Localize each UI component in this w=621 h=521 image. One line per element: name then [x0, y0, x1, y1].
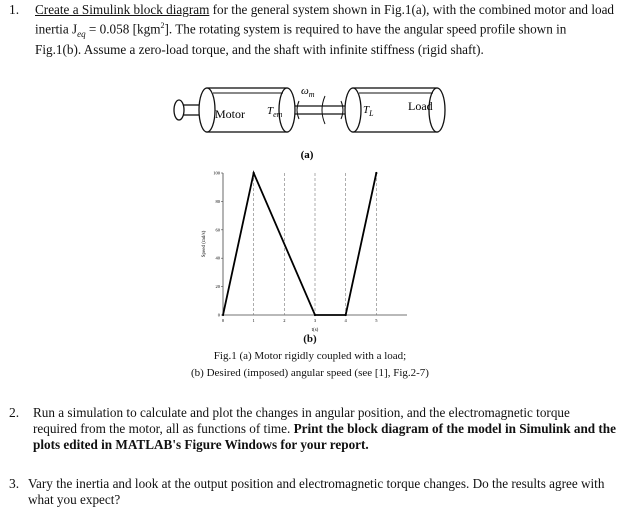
- chart-data-point: [375, 172, 377, 174]
- omega-label: $\omega_m$: [301, 85, 315, 99]
- question-2-bold: Print the block diagram of the model in Simulink and the plots edited in MATLAB's Figure Windows for your report.: [33, 421, 616, 452]
- tl-label: $T_L$: [363, 104, 374, 118]
- chart-x-tick-label: 2: [283, 318, 286, 323]
- figure-caption-line-1: Fig.1 (a) Motor rigidly coupled with a load;: [213, 350, 407, 362]
- chart-y-tick-label: 60: [215, 227, 220, 233]
- chart-data-point: [345, 314, 347, 316]
- figure-b-caption: (b): [303, 333, 317, 345]
- chart-x-tick-label: 3: [313, 318, 317, 323]
- tem-label: $T_{em}$: [267, 105, 283, 119]
- question-2-number: 2.: [9, 405, 20, 420]
- question-1-text: Create a Simulink block diagram for the general system shown in Fig.1(a), with the combined motor and load inertia $J_{eq} = 0.058$ [kgm$^2$]. The rotating system is required to have the angular speed profile shown in Fig.1(b). Assume a zero-load torque, and the shaft with infinite stiffness (rigid shaft).: [35, 2, 615, 58]
- chart-grid: [254, 173, 377, 315]
- question-1-title: Create a Simulink block diagram: [35, 2, 210, 17]
- motor-label: Motor: [215, 107, 245, 121]
- figure-b-speed-chart: [195, 165, 425, 335]
- question-1-number: 1.: [9, 2, 20, 17]
- chart-x-tick-label: 0: [221, 318, 225, 323]
- chart-y-tick-label: 20: [215, 284, 220, 290]
- omega-arrow: [322, 96, 325, 124]
- figure-a-caption: (a): [300, 149, 314, 161]
- left-shaft-end: [174, 100, 184, 120]
- chart-y-axis-label: Speed (rad/s): [202, 230, 207, 258]
- question-3-number: 3.: [9, 476, 20, 491]
- load-left-face: [345, 88, 361, 132]
- figure-a-motor-load: [165, 80, 455, 162]
- chart-data-point: [253, 172, 255, 174]
- chart-y-tick-label: 100: [213, 170, 220, 176]
- chart-y-tick-label: 40: [215, 255, 220, 261]
- chart-y-tick-label: 80: [215, 198, 220, 204]
- chart-x-tick-label: 4: [344, 318, 347, 323]
- chart-x-axis-label: t(s): [311, 328, 319, 333]
- tem-arrow: [297, 101, 299, 119]
- chart-y-tick-label: 0: [217, 312, 220, 318]
- chart-series-line-speed: [223, 173, 376, 315]
- chart-data-point: [314, 314, 316, 316]
- chart-series: [222, 172, 378, 316]
- motor-left-face: [199, 88, 215, 132]
- chart-x-tick-label: 5: [375, 318, 378, 323]
- question-3-text: Vary the inertia and look at the output position and electromagnetic torque changes. Do the results agree with what you expect?: [28, 476, 605, 507]
- figure-caption-line-2: (b) Desired (imposed) angular speed (see [1], Fig.2-7): [191, 367, 429, 379]
- tl-arrow: [341, 101, 343, 119]
- load-label: Load: [408, 99, 433, 113]
- chart-x-tick-label: 1: [252, 318, 255, 323]
- question-2-text: Run a simulation to calculate and plot the changes in angular position, and the electromagnetic torque required from the motor, all as functions of time. Print the block diagram of the model in Simulink and the plots edited in MATLAB's Figure Windows for your report.: [33, 405, 616, 452]
